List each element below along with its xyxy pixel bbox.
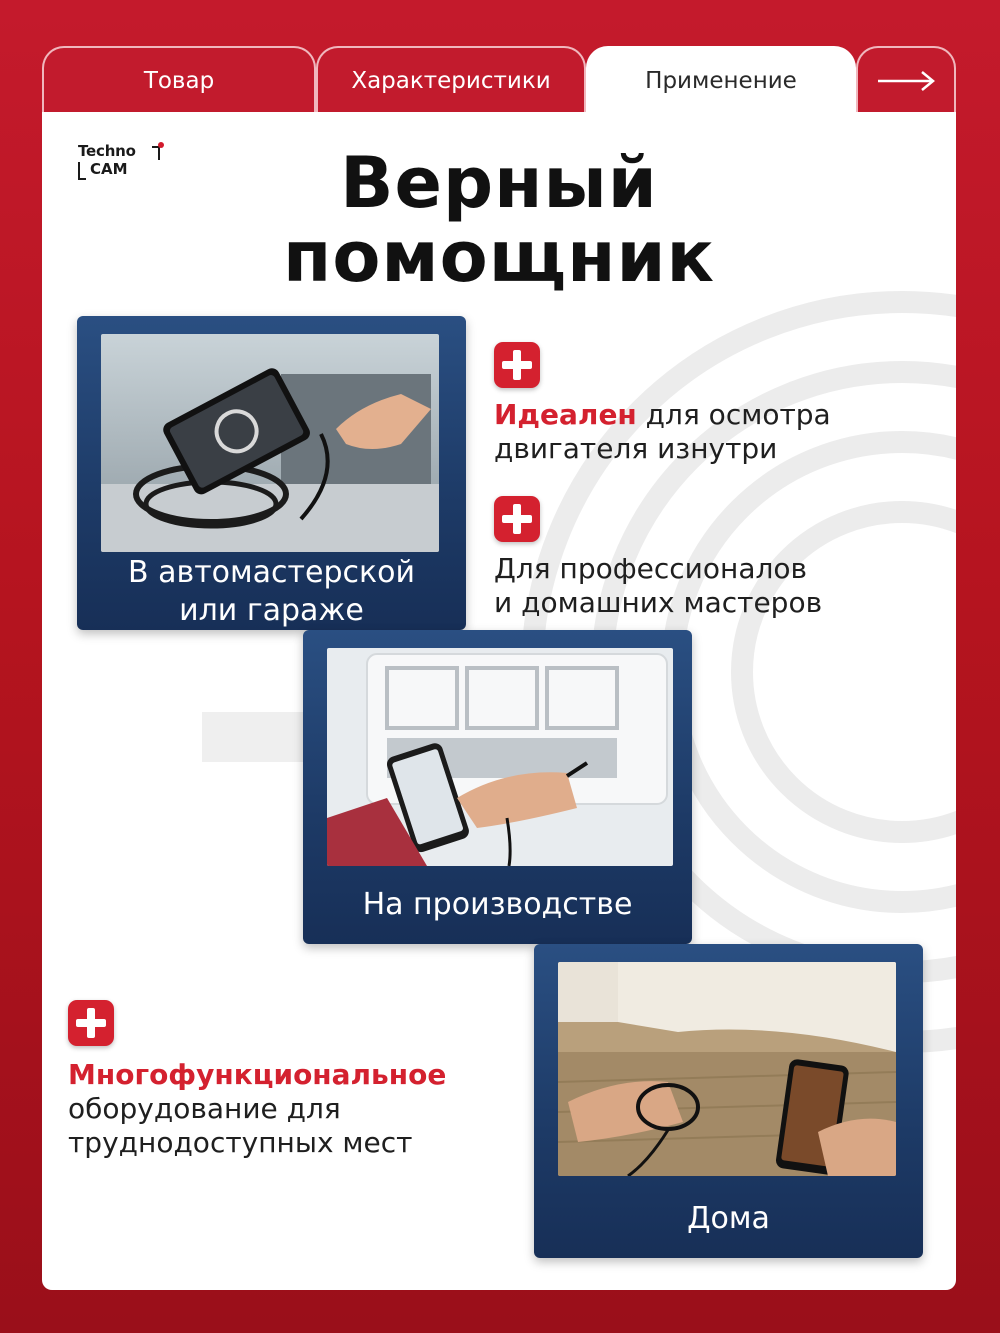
plus-icon [68,1000,114,1046]
car-engine-inspection-photo [101,334,439,552]
feature-line-3: труднодоступных мест [68,1126,413,1159]
card-workshop [77,316,466,630]
card-caption-production: На производстве [362,887,633,922]
tab-application[interactable]: Применение [586,46,856,114]
under-sofa-inspection-photo [558,962,896,1176]
next-tab-button[interactable] [856,46,956,114]
plus-icon [494,496,540,542]
feature-accent: Идеален [494,398,637,431]
caption-line-2: или гараже [179,593,364,628]
feature-text [68,1058,446,1160]
tab-product[interactable]: Товар [42,46,316,114]
title-line-2: помощник [282,216,716,298]
feature-line-1: Для профессионалов [494,552,808,585]
tab-bar [42,46,956,114]
feature-line-2: двигателя изнутри [494,432,778,465]
caption-line-1: В автомастерской [128,555,415,590]
air-conditioner-inspection-photo [327,648,673,866]
feature-multifunctional [68,1000,528,1170]
card-caption-workshop [77,554,466,630]
feature-accent: Многофункциональное [68,1058,447,1091]
feature-text [494,552,822,620]
card-caption-home: Дома [687,1201,770,1236]
feature-professionals [494,496,934,626]
feature-line-2: оборудование для [68,1092,341,1125]
feature-text [494,398,831,466]
logo-text-techno: Techno [78,142,136,160]
feature-rest: для осмотра [636,398,831,431]
logo-text-cam: CAM [90,160,128,178]
arrow-right-icon [876,70,936,92]
plus-icon [494,342,540,388]
feature-engine-inspection [494,342,934,472]
feature-line-2: и домашних мастеров [494,586,823,619]
tab-specifications[interactable]: Характеристики [316,46,586,114]
card-production [303,630,692,944]
page-title [42,142,956,298]
content-panel [42,112,956,1290]
card-home [534,944,923,1258]
title-line-1: Верный [340,142,658,224]
